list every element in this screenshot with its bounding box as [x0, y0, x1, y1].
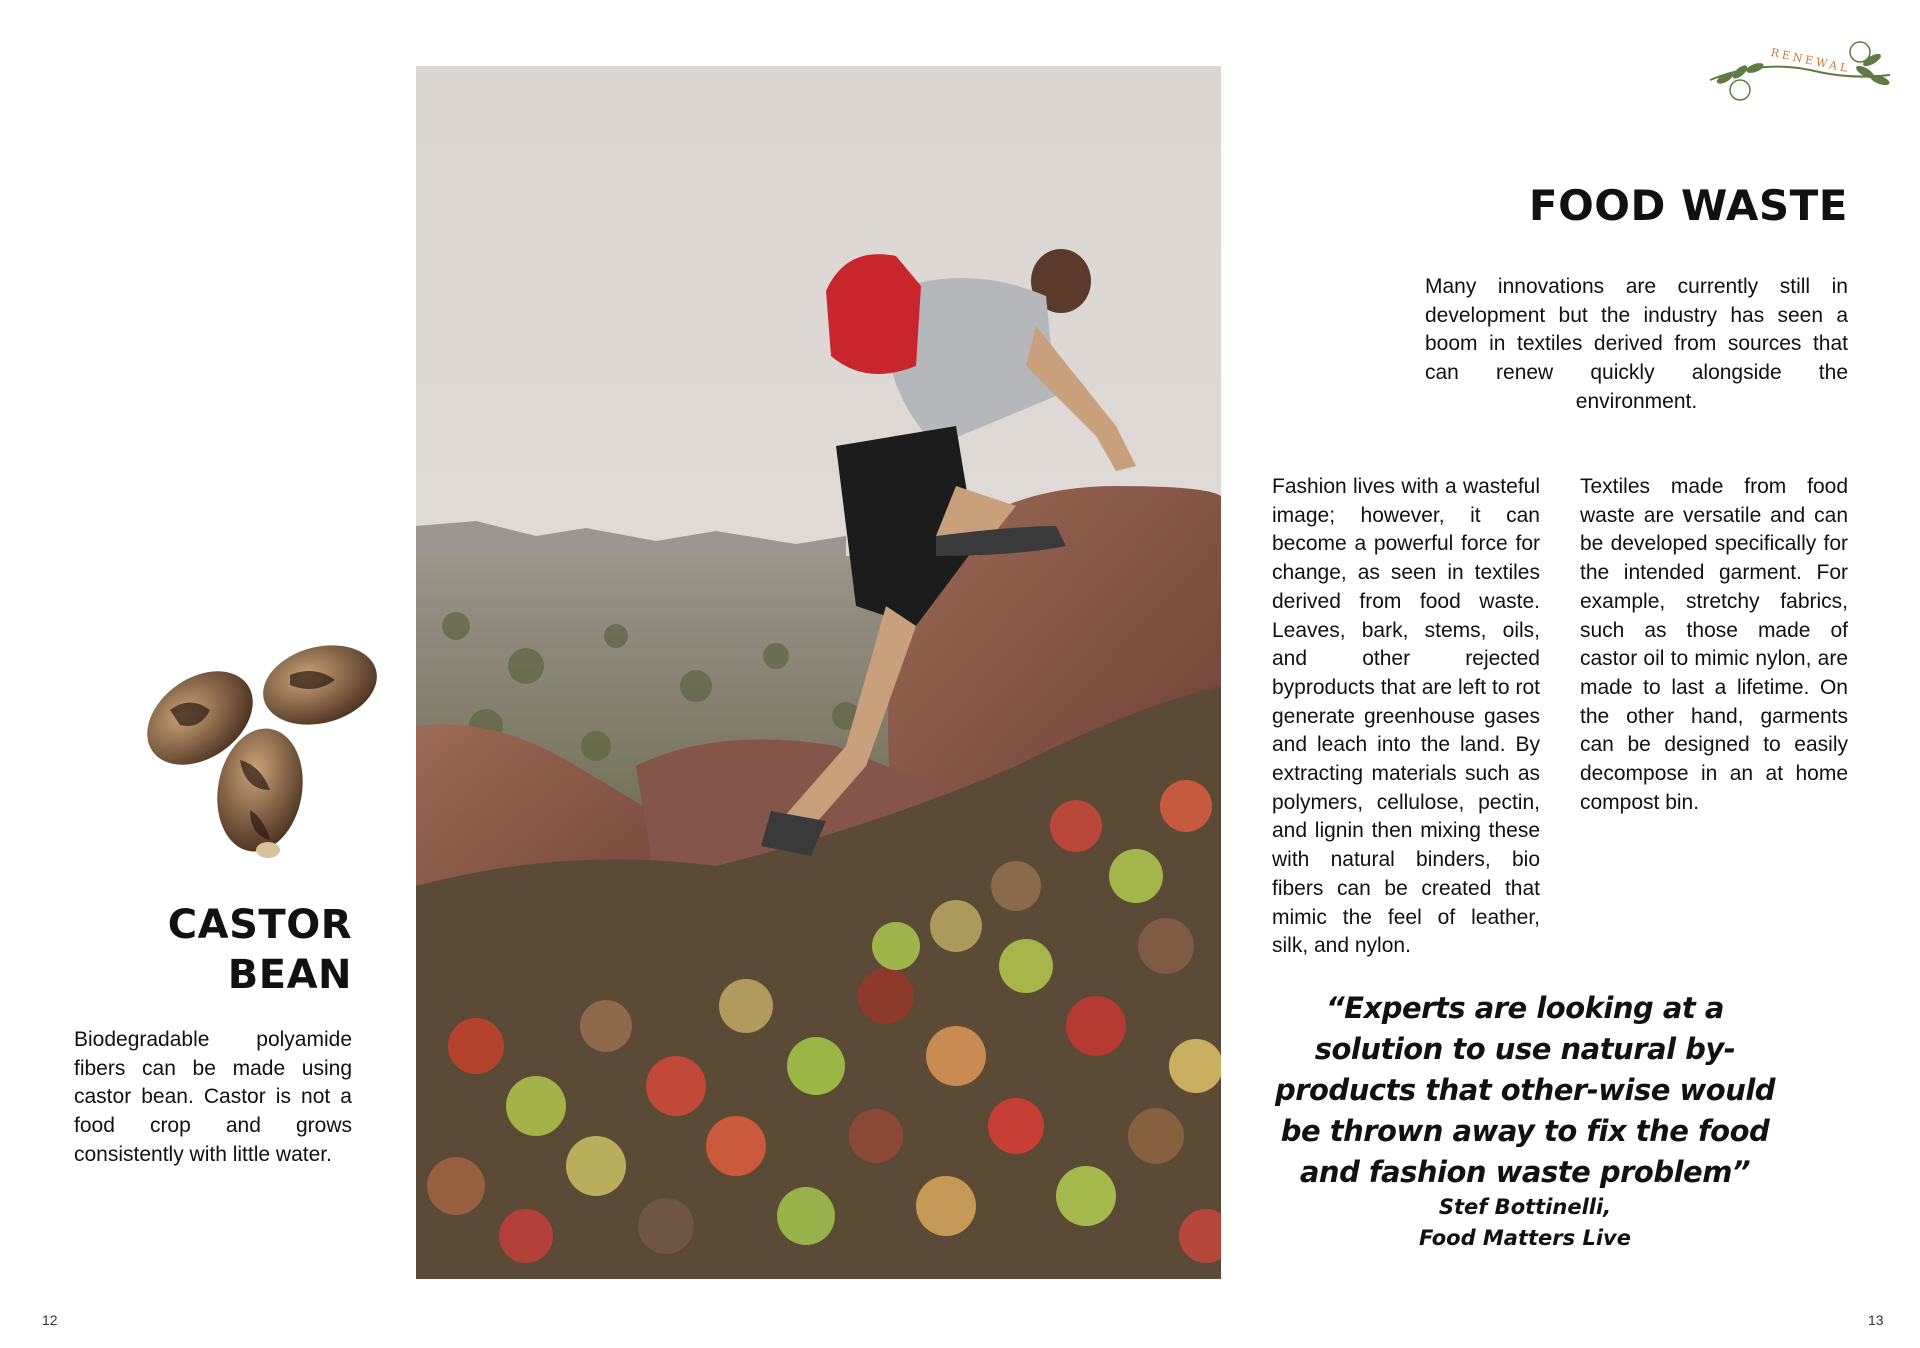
intro-paragraph: Many innovations are currently still in development but the industry has seen a boom in textiles derived from sources that can renew quickly alongside the environment.	[1425, 275, 1848, 413]
attribution-org: Food Matters Live	[1419, 1226, 1631, 1250]
body-column-right: Textiles made from food waste are versatile and can be developed specifically for the intended garment. For example, stretchy fabrics, such as those made of castor oil to mimic nylon, are made to last a lifetime. On the other hand, garments can be designed to easily decompose in an at home compost bin.	[1580, 475, 1848, 814]
pull-quote: “Experts are looking at a solution to use natural by-products that other-wise would be thrown away to fix the food and fashion waste problem”	[1274, 991, 1776, 1189]
leaf-logo-icon	[1700, 30, 1900, 105]
castor-bean-description: Biodegradable polyamide fibers can be made using castor bean. Castor is not a food crop and grows consistently with little water.	[74, 1028, 352, 1166]
attribution-name: Stef Bottinelli,	[1438, 1195, 1612, 1219]
quote-attribution	[1370, 1192, 1680, 1254]
hero-photo	[416, 66, 1221, 1279]
castor-bean-icon	[130, 640, 385, 875]
hiker-food-waste-image	[416, 66, 1221, 1279]
castor-bean-title: CASTOR BEAN	[167, 902, 352, 998]
page-number-left: 12	[42, 1312, 58, 1328]
page-number-right: 13	[1868, 1312, 1884, 1328]
body-column-left: Fashion lives with a wasteful image; however, it can become a powerful force for change, as seen in textiles derived from food waste. Leaves, bark, stems, oils, and other rejected byproducts that are left to rot generate greenhouse gases and leach into the land. By extracting materials such as polymers, cellulose, pectin, and lignin then mixing these with natural binders, bio fibers can be created that mimic the feel of leather, silk, and nylon.	[1272, 475, 1540, 958]
renewal-logo	[1700, 30, 1900, 105]
logo-text: RENEWAL	[1769, 45, 1852, 76]
castor-bean-illustration	[130, 640, 385, 875]
food-waste-title: FOOD WASTE	[1528, 181, 1848, 230]
